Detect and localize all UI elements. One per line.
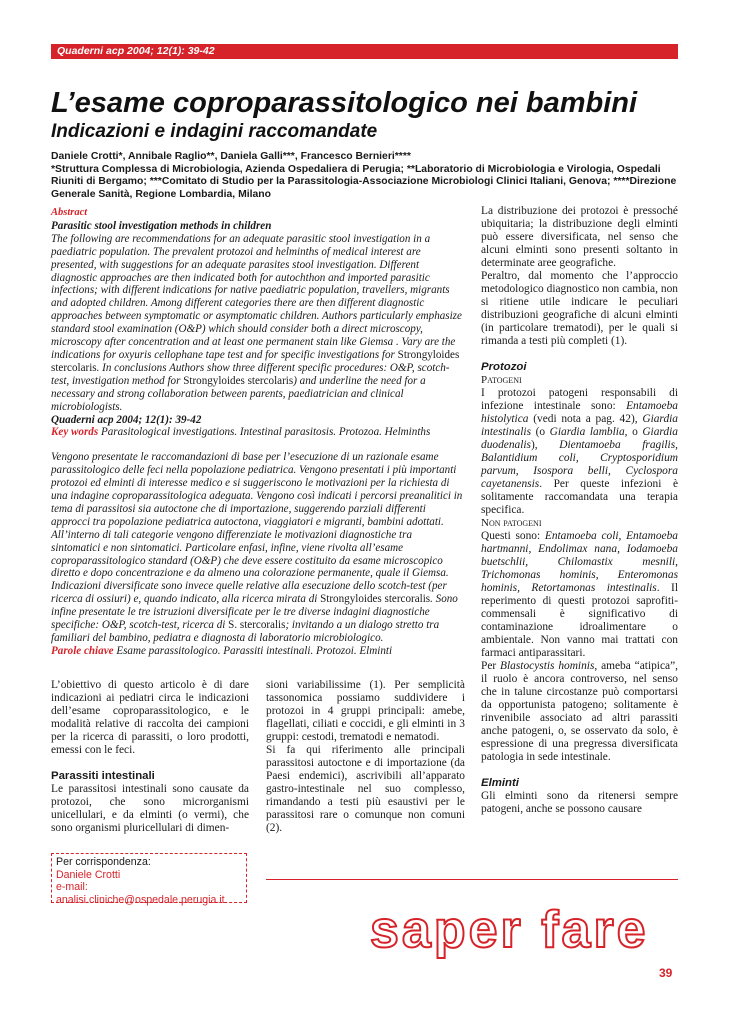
abstract-italian — [51, 451, 464, 645]
abstract-heading: Parasitic stool investigation methods in children — [51, 219, 272, 232]
text: . Il reperimento di questi protozoi saprofiti-commensali è significativo di contaminazione idroalimentare o ambientale. Non vanno mai trattati con farmaci antiparassitari. — [481, 582, 678, 659]
paragraph: L’obiettivo di questo articolo è di dare indicazioni ai pediatri circa le indicazioni dell’esame coproparassitologico, e le modalità relative di raccolta dei campioni per la ricerca di parassiti, o loro prodotti, emessi con le feci. — [51, 679, 249, 756]
abstract-text: ) and underline the need for a necessary and strong collaboration between parents, paediatrician and clinical microbiologists. — [51, 374, 426, 413]
paragraph: Si fa qui riferimento alle principali parassitosi autoctone e di importazione (da Paesi endemici), ascrivibili all’apparato gastro-intestinale nel suo complesso, rimandando a testi più esaustivi per le parassitosi rare o comunque non comuni (2). — [266, 744, 465, 834]
article-title: L’esame coproparassitologico nei bambini — [51, 87, 638, 119]
correspondence-name: Daniele Crotti — [56, 868, 121, 881]
abstract-label: Abstract — [51, 207, 88, 218]
species-name: Dientamoeba fragilis, Balantidium coli, Cryptosporidium parvum, Isospora belli, Cyclospora cayetanensis — [481, 439, 678, 490]
author-names: Daniele Crotti*, Annibale Raglio**, Daniela Galli***, Francesco Bernieri**** — [51, 151, 411, 162]
section-heading: Elminti — [481, 777, 519, 789]
text: . Per queste infezioni è solitamente raccomandata una terapia specifica. — [481, 478, 678, 516]
article-subtitle: Indicazioni e indagini raccomandate — [51, 121, 378, 142]
abstract-text: . Sono infine presentate le tre istruzioni diversificate per le tre diverse indagini diagnostiche specifiche: O&P, scotch-test, ricerca di — [51, 593, 458, 632]
correspondence-email[interactable]: e-mail: analisi.cliniche@ospedale.perugia.it — [56, 881, 225, 906]
text: ), — [531, 439, 538, 451]
text: (o — [535, 426, 546, 438]
text: (vedi nota a pag. 42), — [533, 413, 638, 425]
body-column-2 — [266, 679, 465, 835]
body-column-1 — [51, 679, 249, 835]
text: I protozoi patogeni responsabili di infezione intestinale sono: — [481, 387, 678, 412]
parole-chiave-line — [51, 645, 464, 658]
keywords: Parasitological investigations. Intestinal parasitosis. Protozoa. Helminths — [100, 426, 431, 439]
paragraph: Gli elminti sono da ritenersi sempre patogeni, anche se possono causare — [481, 790, 678, 815]
abstract-text: . In conclusions Authors show three different specific procedures: O&P, scotch-test, investigation method for — [51, 361, 450, 387]
correspondence-label: Per corrispondenza: — [56, 856, 151, 868]
body-column-3 — [481, 205, 678, 816]
subsection-heading: Patogeni — [481, 374, 522, 386]
section-heading: Parassiti intestinali — [51, 770, 155, 782]
species-name: Giardia intestinalis — [481, 413, 678, 438]
abstract-text: ; invitando a un dialogo stretto tra familiari del bambino, pediatra e diagnosta di laboratorio microbiologico. — [51, 619, 440, 644]
keywords-label: Key words — [51, 426, 99, 439]
paragraph: Peraltro, dal momento che l’approccio metodologico diagnostico non cambia, non si ritiene utile indicare le peculiari distribuzioni geografiche di alcuni elminti (in particolare trematodi), per le quali si rimanda a testi più completi (1). — [481, 270, 678, 347]
section-heading: Protozoi — [481, 361, 527, 373]
species-name: Entamoeba histolytica — [481, 400, 678, 425]
text: Per — [481, 660, 497, 672]
subsection-heading: Non patogeni — [481, 517, 542, 529]
correspondence-box — [51, 853, 247, 906]
species-name: Strongyloides stercolaris — [51, 348, 460, 374]
keywords-line — [51, 426, 464, 439]
abstract-citation: Quaderni acp 2004; 12(1): 39-42 — [51, 413, 202, 426]
authors-block — [51, 151, 681, 201]
section-stamp: saper fare — [370, 901, 649, 959]
paragraph — [481, 660, 678, 764]
species-name: S. stercoralis — [228, 619, 286, 632]
text: , ameba “atipica”, il ruolo è ancora controverso, nel senso che in talune circostanze può comportarsi da opportunista patogeno; solitamente è rinvenibile associato ad altri parassiti anche patogeni, o, se osservato da solo, è espressione di una pregressa diversificata patologia in sede intestinale. — [481, 660, 678, 763]
paragraph: La distribuzione dei protozoi è pressoché ubiquitaria; la distribuzione degli elminti può essere diversificata, nel senso che alcuni elminti sono presenti soltanto in determinate aree geografiche. — [481, 205, 678, 269]
page-number: 39 — [659, 966, 673, 980]
paragraph — [481, 387, 678, 517]
species-name: Giardia duodenalis — [481, 426, 678, 451]
species-name: Entamoeba coli, Entamoeba hartmanni, Endolimax nana, Iodamoeba buetschlii, Chilomastix mesnili, Trichomonas hominis, Enteromonas hominis, Retortamonas intestinalis — [481, 530, 678, 594]
species-name: Giardia lamblia — [549, 426, 625, 438]
abstract-text: Vengono presentate le raccomandazioni di base per l’esecuzione di un razionale esame parassitologico delle feci nella popolazione pediatrica. Vengono presentati i più importanti protozoi ed elminti di interesse medico e si suggeriscono le motivazioni per la richiesta di una indagine coproparassitologica adeguata. Vengono così indicati i percorsi preanalitici in tema di parassitosi sia autoctone che di importazione, suggerendo parziali differenti approcci tra popolazione pediatrica autoctona, viaggiatori e migranti, bambini adottati. All’interno di tali categorie vengono differenziate le motivazioni diagnostiche tra sintomatici e non sintomatici. Particolare enfasi, infine, viene rivolta all’esame coproparassitologico standard (O&P) che deve essere costituito da esame microscopico diretto e dopo concentrazione e da almeno una colorazione permanente, quale il Giemsa. Indicazioni diversificate sono invece quelle relative alla esecuzione dello scotch-test (per ricerca di ossiuri) e, quando indicato, alla ricerca mirata di — [51, 451, 463, 606]
paragraph: sioni variabilissime (1). Per semplicità tassonomica possiamo suddividere i protozoi in 4 gruppi principali: amebe, flagellati, ciliati e coccidi, e gli elminti in 3 gruppi: cestodi, trematodi e nematodi. — [266, 679, 465, 743]
abstract — [51, 207, 464, 658]
journal-citation: Quaderni acp 2004; 12(1): 39-42 — [57, 45, 215, 57]
divider — [266, 879, 678, 880]
species-name: Strongyloides stercoralis — [320, 593, 431, 606]
paragraph: Le parassitosi intestinali sono causate da protozoi, che sono microrganismi unicellulari, e da elminti (o vermi), che sono organismi pluricellulari di dimen- — [51, 783, 249, 834]
abstract-text: The following are recommendations for an adequate parasitic stool investigation in a paediatric population. The prevalent protozoi and helminths of medical interest are presented, with suggestions for an adequate parasites stool investigation. Different diagnostic approaches are then indicated both for autochthon and imported parasitic infections; with different indications for native paediatric population, travellers, migrants and adopted children. Among different categories there are then different diagnostic approaches between symptomatic or asymptomatic children. Authors particularly emphasize standard stool examination (O&P) which should consider both a direct microscopy, microscopy after concentration and at least one permanent stain like Giemsa . Vary are the indications for oxyuris cellophane tape test and for specific investigations for — [51, 232, 462, 361]
parole-chiave: Esame parassitologico. Parassiti intestinali. Protozoi. Elminti — [116, 644, 393, 657]
author-affiliations: *Struttura Complessa di Microbiologia, Azienda Ospedaliera di Perugia; **Laboratorio di Microbiologia e Virologia, Ospedali Riuniti di Bergamo; ***Comitato di Studio per la Parassitologia-Associazione Microbiologi Clinici Italiani, Genova; ****Direzione Generale Sanità, Regione Lombardia, Milano — [51, 163, 677, 200]
parole-chiave-label: Parole chiave — [51, 644, 114, 657]
species-name: Blastocystis hominis — [500, 660, 595, 672]
text: Questi sono: — [481, 530, 541, 542]
species-name: Strongyloides stercolaris — [183, 374, 294, 387]
text: , o — [624, 426, 638, 438]
paragraph — [481, 530, 678, 660]
abstract-english — [51, 233, 464, 414]
journal-header-bar — [51, 44, 678, 59]
